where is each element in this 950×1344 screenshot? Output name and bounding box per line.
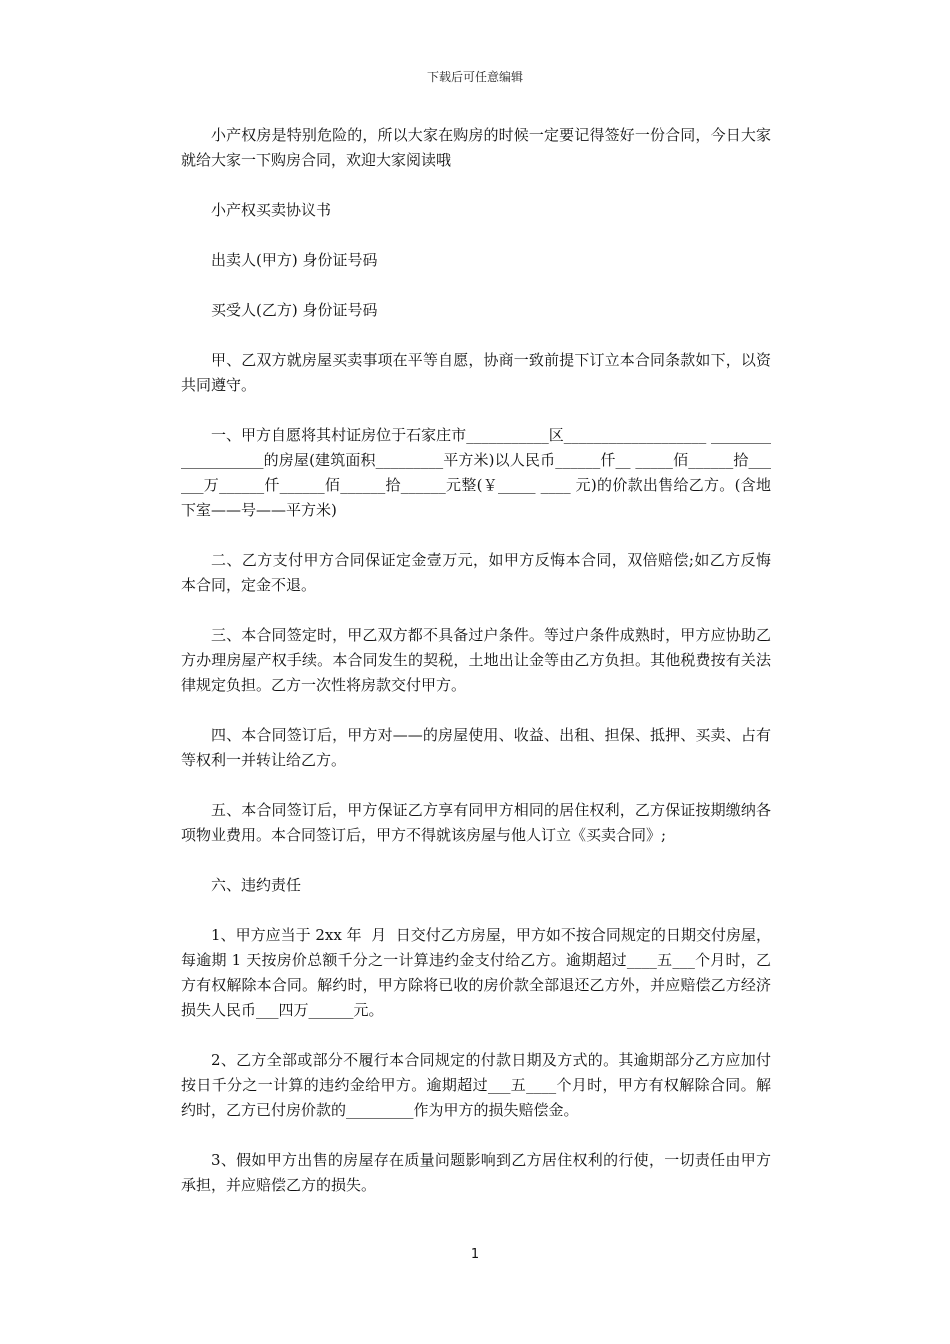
clause-6-heading: 六、违约责任 bbox=[211, 876, 302, 894]
document-body bbox=[181, 123, 771, 1223]
clause-3: 三、本合同签定时，甲乙双方都不具备过户条件。等过户条件成熟时，甲方应协助乙方办理房屋产权手续。本合同发生的契税，土地出让金等由乙方负担。其他税费按有关法律规定负担。乙方一次性将房款交付甲方。 bbox=[181, 626, 771, 694]
clause-4: 四、本合同签订后，甲方对——的房屋使用、收益、出租、担保、抵押、买卖、占有等权利一并转让给乙方。 bbox=[181, 726, 771, 769]
breach-item-1: 1、甲方应当于 2xx 年 月 日交付乙方房屋，甲方如不按合同规定的日期交付房屋，每逾期 1 天按房价总额千分之一计算违约金支付给乙方。逾期超过____五___个月时，乙方有权解除本合同。解约时，甲方除将已收的房价款全部退还乙方外，并应赔偿乙方经济损失人民币___四万______元。 bbox=[181, 926, 771, 1019]
breach-item-2: 2、乙方全部或部分不履行本合同规定的付款日期及方式的。其逾期部分乙方应加付按日千分之一计算的违约金给甲方。逾期超过___五____个月时，甲方有权解除合同。解约时，乙方已付房价款的_________作为甲方的损失赔偿金。 bbox=[181, 1051, 771, 1119]
clause-1: 一、甲方自愿将其村证房位于石家庄市___________区___________________ ___________________的房屋(建筑面积_________平方米)以人民币______仟__ _____佰______拾______万______仟______佰______拾______元整(￥_____ ____ 元)的价款出售给乙方。(含地下室——号——平方米) bbox=[181, 426, 771, 519]
clause-5: 五、本合同签订后，甲方保证乙方享有同甲方相同的居住权利，乙方保证按期缴纳各项物业费用。本合同签订后，甲方不得就该房屋与他人订立《买卖合同》; bbox=[181, 801, 771, 844]
seller-line: 出卖人(甲方) 身份证号码 bbox=[211, 251, 378, 269]
preamble-paragraph: 甲、乙双方就房屋买卖事项在平等自愿，协商一致前提下订立本合同条款如下，以资共同遵守。 bbox=[181, 351, 771, 394]
intro-paragraph: 小产权房是特别危险的，所以大家在购房的时候一定要记得签好一份合同，今日大家就给大家一下购房合同，欢迎大家阅读哦 bbox=[181, 126, 771, 169]
agreement-title: 小产权买卖协议书 bbox=[211, 201, 332, 219]
page-header: 下载后可任意编辑 bbox=[426, 70, 523, 84]
buyer-line: 买受人(乙方) 身份证号码 bbox=[211, 301, 378, 319]
page-number: 1 bbox=[470, 1247, 480, 1262]
clause-2: 二、乙方支付甲方合同保证定金壹万元，如甲方反悔本合同，双倍赔偿;如乙方反悔本合同，定金不退。 bbox=[181, 551, 771, 594]
breach-item-3: 3、假如甲方出售的房屋存在质量问题影响到乙方居住权利的行使，一切责任由甲方承担，并应赔偿乙方的损失。 bbox=[181, 1151, 771, 1194]
